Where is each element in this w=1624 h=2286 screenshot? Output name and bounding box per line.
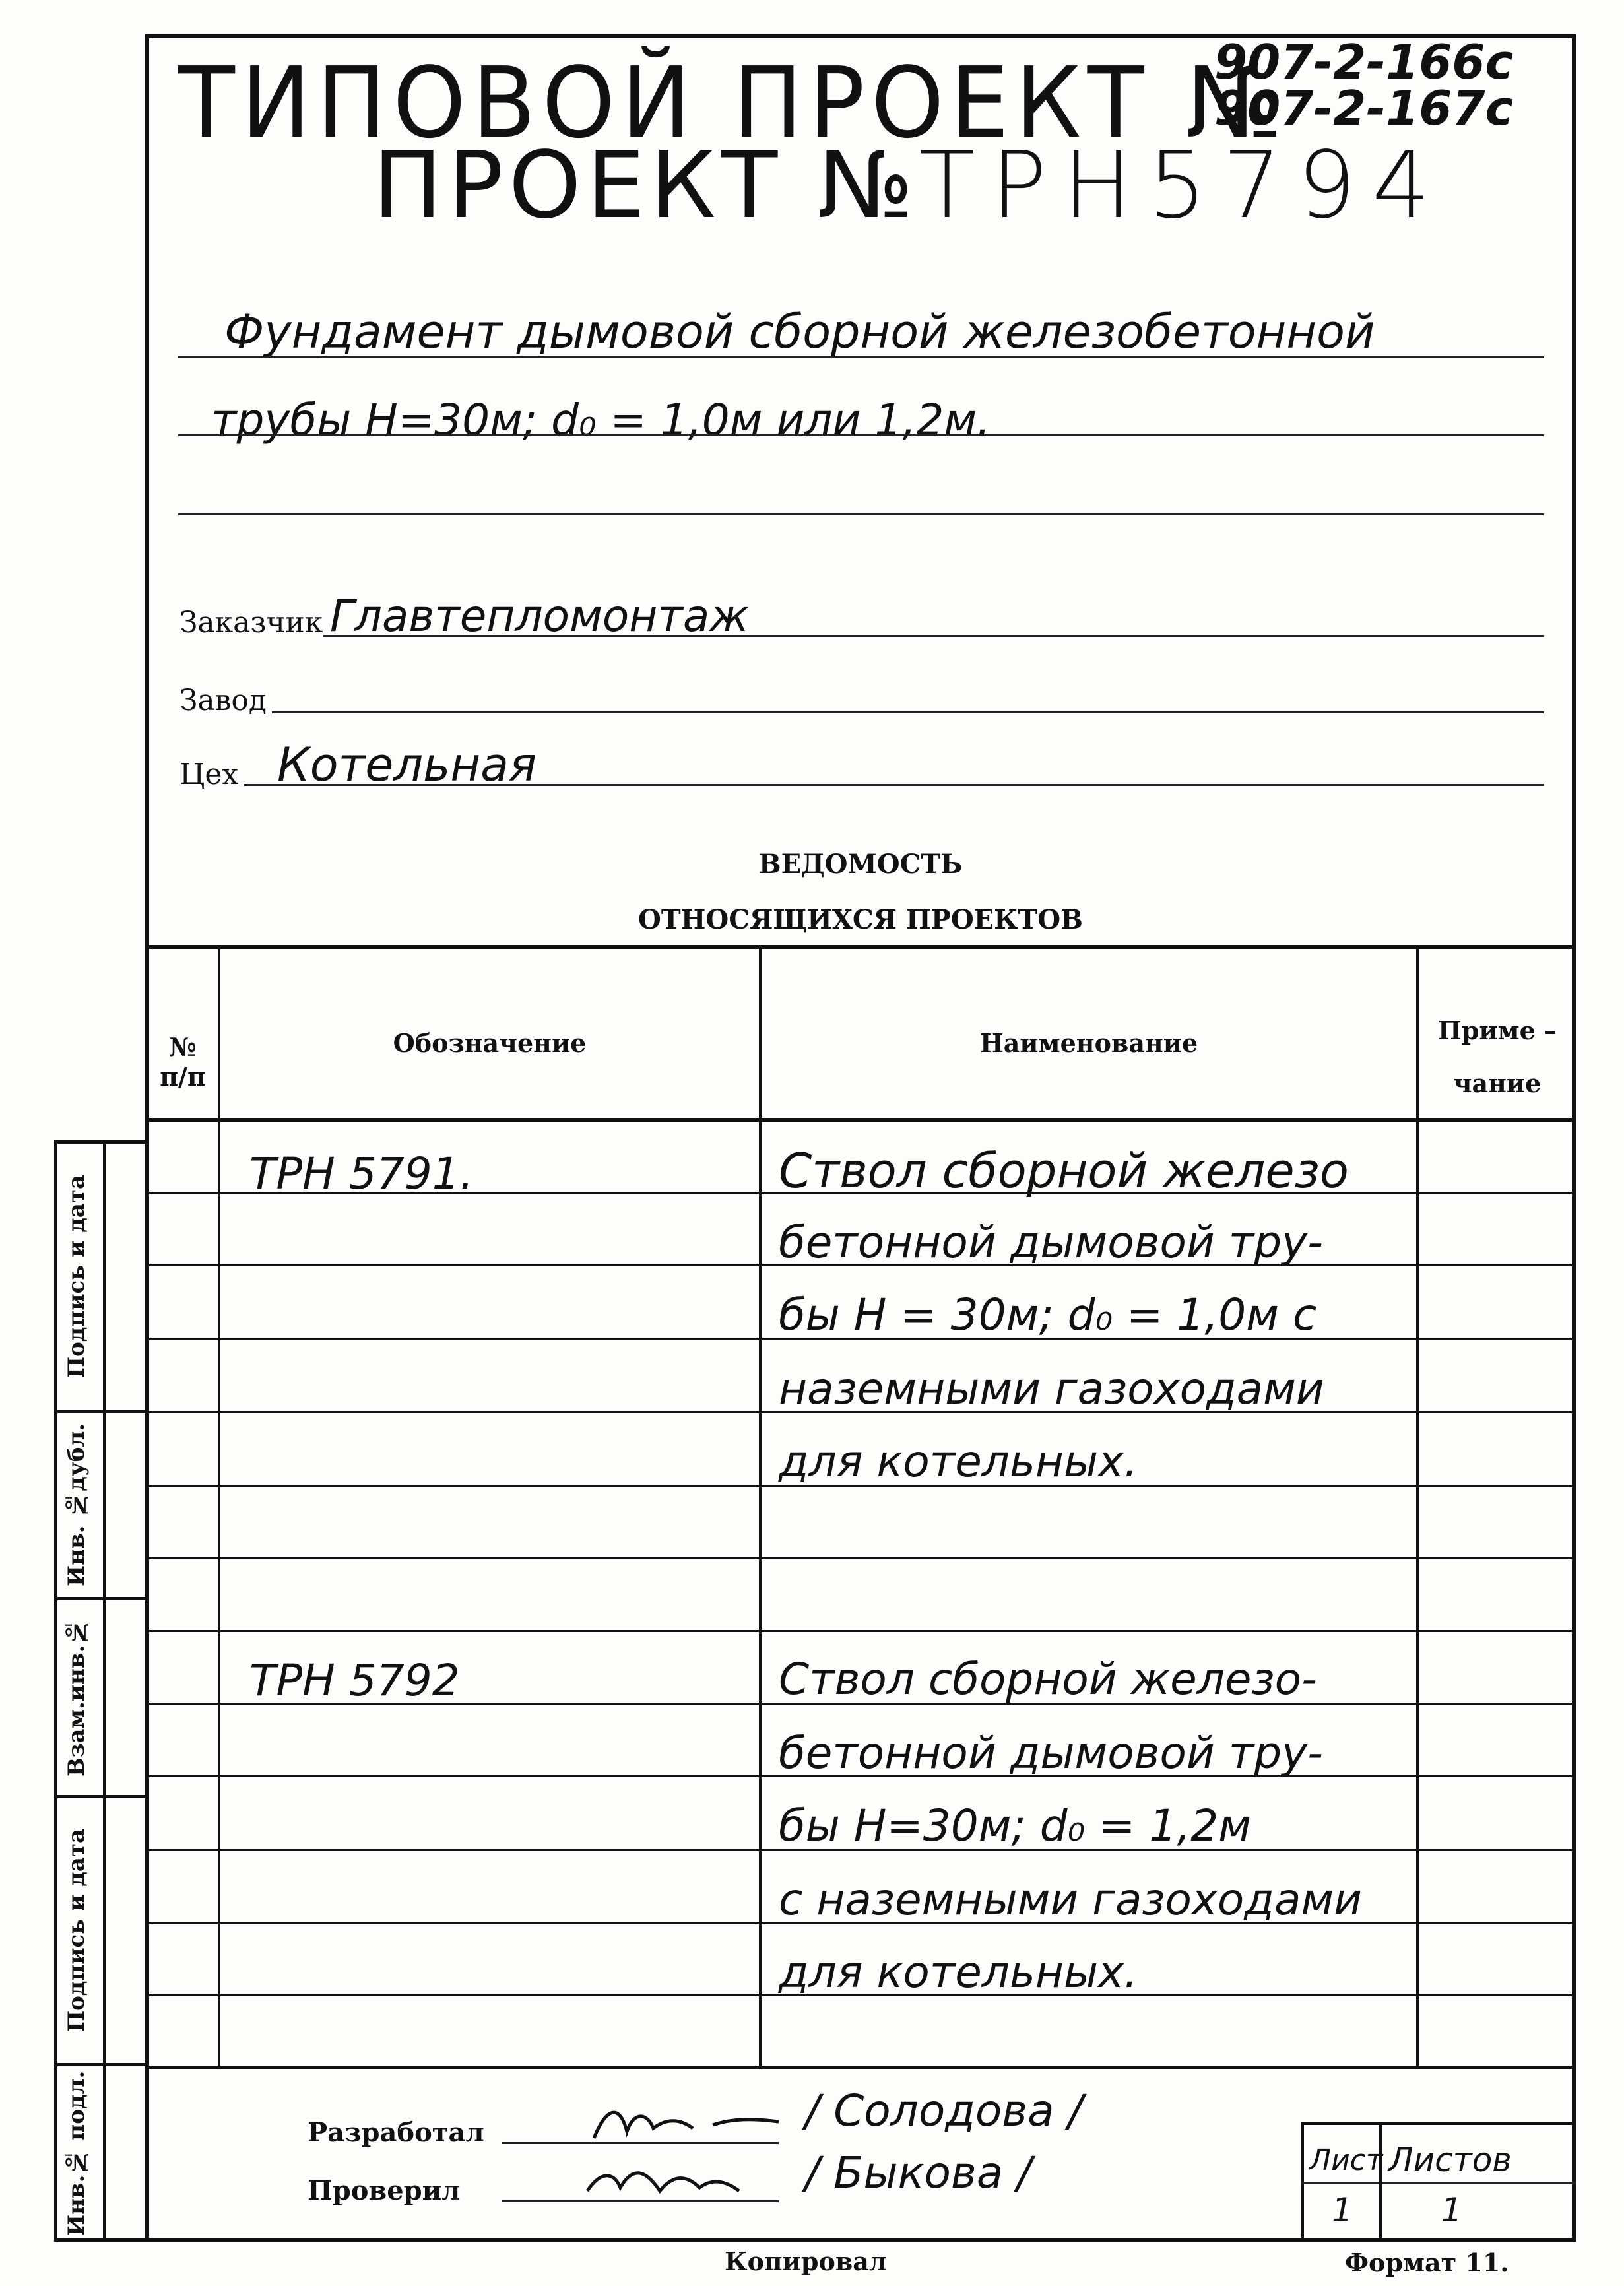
row-line: [145, 1630, 1576, 1632]
header-num-line1: №: [169, 1032, 197, 1062]
col-divider-1: [218, 945, 220, 2067]
table-header-border: [145, 1118, 1576, 1122]
col-divider-3: [1416, 945, 1419, 2067]
row-line: [145, 1557, 1576, 1559]
header-note: [1419, 1004, 1576, 1110]
object-name-underline-2: [178, 434, 1544, 436]
side-stamp-line: [54, 1795, 145, 1798]
col-divider-2: [759, 945, 762, 2067]
sheet-value: 1: [1332, 2191, 1353, 2229]
header-note-line1: Приме –: [1437, 1016, 1557, 1045]
customer-label: Заказчик: [179, 606, 323, 639]
project-code: ТРН5794: [919, 132, 1446, 240]
workshop-value: Котельная: [277, 738, 537, 792]
customer-underline: [323, 635, 1544, 637]
row11-name: с наземными газоходами: [779, 1874, 1363, 1925]
side-stamp-line: [54, 2063, 145, 2066]
sheet-label: Лист: [1309, 2143, 1383, 2177]
row8-designation: ТРН 5792: [249, 1655, 460, 1706]
row5-name: для котельных.: [779, 1436, 1138, 1487]
plant-underline: [272, 711, 1544, 713]
developed-label: Разработал: [308, 2117, 484, 2148]
checked-signature: [581, 2151, 792, 2211]
register-title-1: ВЕДОМОСТЬ: [758, 849, 963, 880]
project-number-1: 907-2-166с: [1214, 34, 1514, 90]
object-name-underline-3: [178, 513, 1544, 515]
developed-name: / Солодова /: [805, 2085, 1083, 2136]
table-bottom-border: [145, 2066, 1576, 2069]
side-label-signature-date-2: Подпись и дата: [63, 1829, 90, 2033]
project-code-title: [373, 132, 1446, 240]
object-name-line2: трубы Н=30м; d₀ = 1,0м или 1,2м.: [211, 395, 991, 445]
customer-value: Главтепломонтаж: [330, 591, 749, 641]
side-stamp-divider: [103, 1140, 106, 2242]
register-title-2: ОТНОСЯЩИХСЯ ПРОЕКТОВ: [638, 904, 1083, 935]
row1-name: Ствол сборной железо: [779, 1143, 1349, 1198]
side-label-signature-date: Подпись и дата: [63, 1175, 90, 1379]
header-num-line2: п/п: [160, 1062, 206, 1092]
object-name-underline-1: [178, 356, 1544, 358]
row2-name: бетонной дымовой тру-: [779, 1217, 1323, 1268]
sheet-box-vline: [1379, 2122, 1382, 2242]
sheets-value: 1: [1441, 2191, 1462, 2229]
row12-name: для котельных.: [779, 1947, 1138, 1998]
footer-format: Формат 11.: [1345, 2248, 1509, 2277]
project-code-prefix: ПРОЕКТ №: [373, 132, 919, 240]
sheet-box-hline: [1301, 2182, 1576, 2184]
row9-name: бетонной дымовой тру-: [779, 1728, 1323, 1779]
sheets-label: Листов: [1388, 2141, 1512, 2179]
plant-label: Завод: [179, 684, 267, 717]
workshop-underline: [244, 784, 1544, 786]
project-number-2: 907-2-167с: [1214, 81, 1514, 136]
row8-name: Ствол сборной железо-: [779, 1654, 1317, 1705]
workshop-label: Цех: [179, 758, 239, 791]
header-num: [148, 1032, 218, 1092]
side-stamp-line: [54, 1410, 145, 1413]
row3-name: бы Н = 30м; d₀ = 1,0м с: [779, 1290, 1317, 1340]
side-label-dup-inv: Инв. №дубл.: [63, 1423, 90, 1586]
footer-copied: Копировал: [725, 2246, 887, 2276]
object-name-line1: Фундамент дымовой сборной железобетонной: [224, 305, 1375, 359]
checked-label: Проверил: [308, 2175, 461, 2206]
developed-signature: [581, 2092, 792, 2151]
row1-designation: ТРН 5791.: [249, 1148, 474, 1199]
side-label-original-inv: Инв.№ подл.: [63, 2070, 90, 2237]
table-top-border: [145, 945, 1576, 949]
row4-name: наземными газоходами: [779, 1363, 1324, 1414]
side-label-replace-inv: Взам.инв.№: [63, 1618, 90, 1777]
header-name: Наименование: [979, 1028, 1198, 1058]
checked-name: / Быкова /: [805, 2147, 1032, 2198]
side-stamp-line: [54, 1597, 145, 1600]
row10-name: бы Н=30м; d₀ = 1,2м: [779, 1800, 1252, 1851]
header-note-line2: чание: [1453, 1068, 1542, 1098]
header-designation: Обозначение: [393, 1028, 587, 1058]
page-title: ТИПОВОЙ ПРОЕКТ №: [178, 46, 1289, 160]
